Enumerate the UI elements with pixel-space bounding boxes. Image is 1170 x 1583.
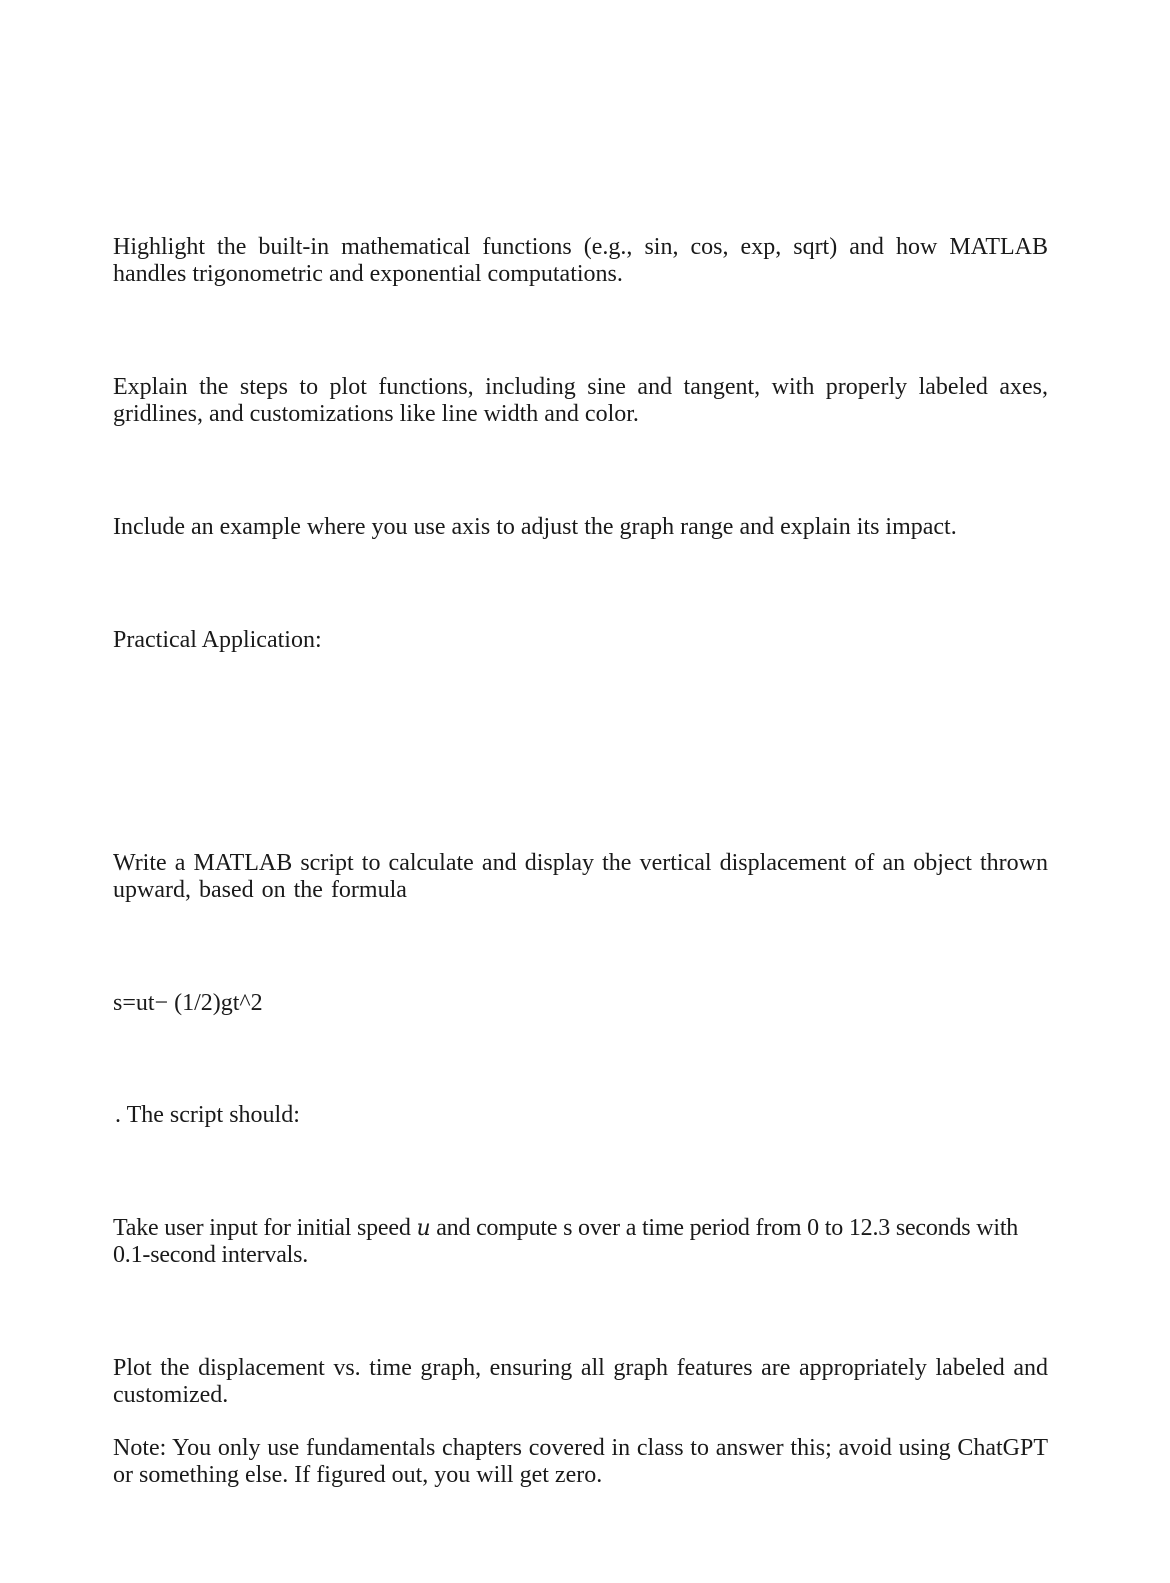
paragraph-plot-displacement: Plot the displacement vs. time graph, ensuring all graph features are appropriately labeled and customized. <box>113 1355 1048 1408</box>
paragraph-plot-steps: Explain the steps to plot functions, including sine and tangent, with properly labeled axes, gridlines, and customizations like line width and color. <box>113 374 1048 427</box>
variable-u: u <box>416 1216 431 1241</box>
user-input-text-start: Take user input for initial speed <box>113 1215 417 1241</box>
paragraph-script-should: . The script should: <box>115 1102 300 1128</box>
paragraph-user-input <box>113 1215 1048 1269</box>
formula-displacement: s=ut− (1/2)gt^2 <box>113 990 263 1016</box>
heading-practical-application: Practical Application: <box>113 627 322 653</box>
user-input-text-end: and compute s over a time period from 0 to 12.3 seconds with 0.1-second intervals. <box>113 1215 1019 1268</box>
paragraph-axis-example: Include an example where you use axis to adjust the graph range and explain its impact. <box>113 514 957 540</box>
paragraph-math-functions: Highlight the built-in mathematical functions (e.g., sin, cos, exp, sqrt) and how MATLAB handles trigonometric and exponential computations. <box>113 234 1048 287</box>
paragraph-note: Note: You only use fundamentals chapters covered in class to answer this; avoid using ChatGPT or something else. If figured out, you will get zero. <box>113 1435 1048 1488</box>
paragraph-matlab-script: Write a MATLAB script to calculate and display the vertical displacement of an object thrown upward, based on the formula <box>113 850 1048 903</box>
